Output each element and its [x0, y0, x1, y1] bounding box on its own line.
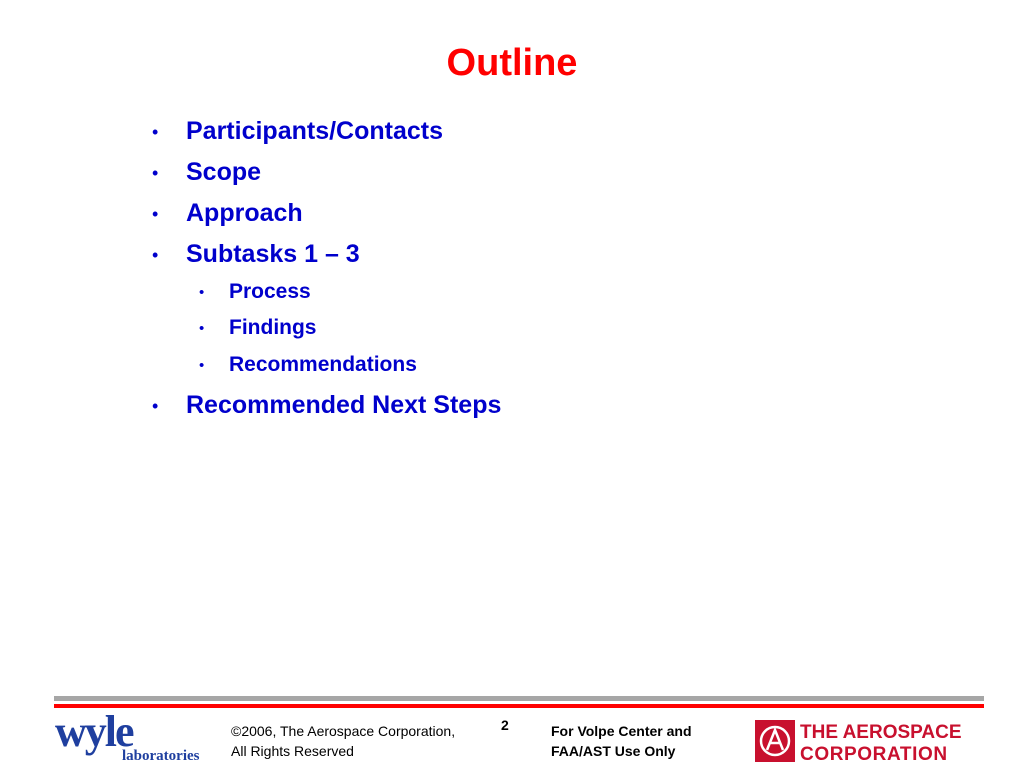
sub-list-item: [199, 315, 317, 341]
list-item-label: Scope: [186, 158, 262, 186]
bullet: •: [152, 204, 159, 224]
list-item-label: Approach: [186, 199, 303, 227]
sub-list-item: [199, 352, 417, 378]
footer-divider-red: [54, 704, 984, 708]
wyle-logo-text: wyle: [55, 712, 133, 756]
list-item: [152, 390, 502, 420]
list-item: [152, 198, 303, 228]
footer-divider-gray: [54, 696, 984, 701]
list-item-label: Recommended Next Steps: [186, 391, 502, 419]
list-item-label: Subtasks 1 – 3: [186, 240, 360, 268]
usage-notice-line-2: FAA/AST Use Only: [551, 743, 676, 759]
copyright-line-1: ©2006, The Aerospace Corporation,: [231, 723, 456, 739]
bullet: •: [152, 122, 159, 142]
bullet: •: [152, 396, 159, 416]
copyright-line-2: All Rights Reserved: [231, 743, 354, 759]
bullet: •: [199, 357, 205, 374]
wyle-laboratories-logo: [55, 712, 215, 762]
bullet: •: [199, 320, 205, 337]
list-item: [152, 157, 262, 187]
wyle-logo-subtext: laboratories: [122, 748, 200, 762]
usage-notice: [551, 721, 692, 761]
aerospace-corporation-logo: [755, 720, 985, 762]
usage-notice-line-1: For Volpe Center and: [551, 723, 692, 739]
slide-title: Outline: [446, 42, 578, 84]
list-item: [152, 116, 444, 146]
list-item-label: Findings: [229, 316, 317, 339]
list-item: [152, 239, 360, 269]
bullet: •: [199, 284, 205, 301]
list-item-label: Participants/Contacts: [186, 117, 444, 145]
aerospace-logo-line-2: CORPORATION: [800, 744, 948, 762]
list-item-label: Process: [229, 280, 311, 303]
aerospace-logo-line-1: THE AEROSPACE: [800, 722, 962, 743]
copyright-notice: [231, 721, 455, 761]
page-number: 2: [501, 717, 509, 733]
list-item-label: Recommendations: [229, 353, 417, 376]
sub-list-item: [199, 279, 311, 305]
bullet: •: [152, 163, 159, 183]
bullet: •: [152, 245, 159, 265]
